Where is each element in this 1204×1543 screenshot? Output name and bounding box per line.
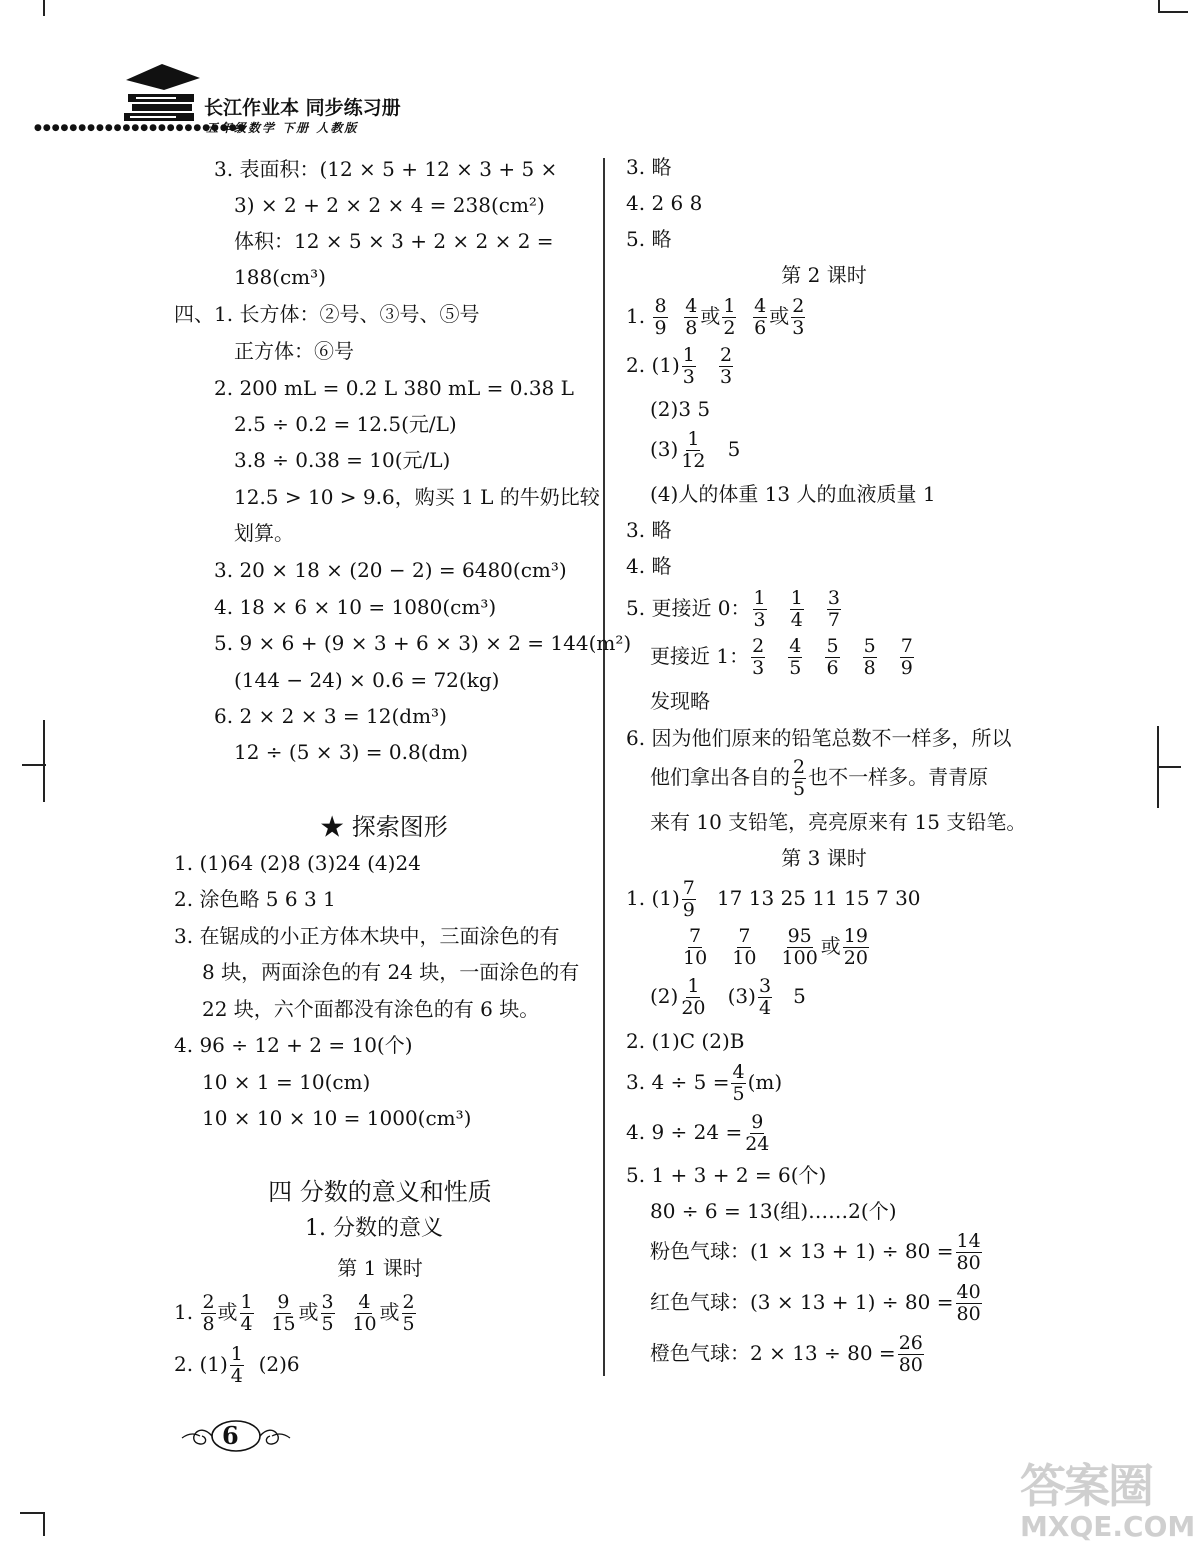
fraction: $\frac{2}{5}$ <box>793 756 806 800</box>
right-r5: 5. 略 <box>626 227 672 251</box>
watermark <box>1020 1450 1195 1543</box>
left-s4-q2c: 3.8 ÷ 0.38 = 10(元/L) <box>234 448 451 472</box>
section-title: 1. 分数的意义 <box>305 1216 443 1241</box>
left-s4-q3: 3. 20 × 18 × (20 − 2) = 6480(cm³) <box>214 558 567 582</box>
left-s4-q2b: 2.5 ÷ 0.2 = 12.5(元/L) <box>234 412 457 436</box>
left-q3-surface-b: 3) × 2 + 2 × 2 × 4 = 238(cm²) <box>234 193 545 217</box>
fraction: $\frac{2}{3}$ <box>752 635 765 679</box>
fraction: $\frac{7}{9}$ <box>900 635 913 679</box>
left-s4-q5a: 5. 9 × 6 + (9 × 3 + 6 × 3) × 2 = 144(m²) <box>214 631 632 655</box>
lesson-1-title: 第 1 课时 <box>337 1256 423 1280</box>
crop-mark-mr-h <box>1157 766 1181 768</box>
fraction: $\frac{1}{3}$ <box>753 587 766 631</box>
fraction: $\frac{9}{15}$ <box>271 1291 296 1335</box>
column-divider <box>603 158 605 1376</box>
explore-q1: 1. (1)64 (2)8 (3)24 (4)24 <box>174 851 421 875</box>
crop-mark-ml-h <box>22 764 46 766</box>
left-s4-q6b: 12 ÷ (5 × 3) = 0.8(dm) <box>234 740 469 764</box>
lesson2-q1: 1. $\frac{8}{9}$ $\frac{4}{8}$ 或 $\frac{1}{2}$ $\frac{4}{6}$ 或 $\frac{2}{3}$ <box>626 295 805 339</box>
explore-q4c: 10 × 10 × 10 = 1000(cm³) <box>202 1106 472 1130</box>
fraction: $\frac{4}{8}$ <box>685 295 698 339</box>
left-q3-surface: 3. 表面积：(12 × 5 + 12 × 3 + 5 × <box>214 157 558 181</box>
fraction: $\frac{26}{80}$ <box>898 1332 923 1376</box>
fraction: $\frac{4}{10}$ <box>352 1291 377 1335</box>
left-s4-q1a: 四、1. 长方体：②号、③号、⑤号 <box>174 302 480 326</box>
fraction: $\frac{5}{6}$ <box>826 635 839 679</box>
lesson3-q1b: $\frac{7}{10}$ $\frac{7}{10}$ $\frac{95}{100}$ 或 $\frac{19}{20}$ <box>683 925 868 969</box>
lesson2-q6a: 6. 因为他们原来的铅笔总数不一样多，所以 <box>626 726 1012 750</box>
fraction: $\frac{8}{9}$ <box>654 295 667 339</box>
lesson3-q5c: 粉色气球：(1 × 13 + 1) ÷ 80 = $\frac{14}{80}$ <box>650 1230 981 1274</box>
left-q3-volume: 体积：12 × 5 × 3 + 2 × 2 × 2 = <box>234 229 554 253</box>
fraction: $\frac{4}{5}$ <box>789 635 802 679</box>
lesson2-q2a: 2. (1) $\frac{1}{3}$ $\frac{2}{3}$ <box>626 344 733 388</box>
fraction: $\frac{7}{9}$ <box>682 877 695 921</box>
lesson1-q1 <box>174 1292 418 1335</box>
lesson-2-title: 第 2 课时 <box>781 263 867 287</box>
fraction: $\frac{7}{10}$ <box>683 925 708 969</box>
or-text: 或 <box>379 1300 400 1324</box>
crop-mark-bl <box>43 1512 45 1536</box>
fraction: $\frac{1}{4}$ <box>230 1343 243 1387</box>
lesson2-q5c: 发现略 <box>650 689 710 713</box>
unit-title: 四 分数的意义和性质 <box>268 1178 492 1206</box>
fraction: $\frac{4}{6}$ <box>754 295 767 339</box>
lesson-3-title: 第 3 课时 <box>781 846 867 870</box>
fraction: $\frac{2}{5}$ <box>402 1291 415 1335</box>
header-subtitle: 五年级数学 下册 人教版 <box>206 121 359 135</box>
left-s4-q2e: 划算。 <box>234 521 294 545</box>
lesson1-q2: 2. (1) $\frac{1}{4}$ (2)6 <box>174 1343 300 1387</box>
fraction: $\frac{40}{80}$ <box>956 1281 981 1325</box>
fraction: $\frac{7}{10}$ <box>732 925 757 969</box>
page-number: 6 <box>222 1421 239 1450</box>
explore-q3c: 22 块，六个面都没有涂色的有 6 块。 <box>202 997 540 1021</box>
lesson2-q6c: 来有 10 支铅笔，亮亮原来有 15 支铅笔。 <box>650 810 1027 834</box>
lesson3-q5d: 红色气球：(3 × 13 + 1) ÷ 80 = $\frac{40}{80}$ <box>650 1281 981 1325</box>
left-s4-q2d: 12.5 > 10 > 9.6，购买 1 L 的牛奶比较 <box>234 485 600 509</box>
or-text: 或 <box>217 1300 238 1324</box>
q-number: 1. <box>174 1300 194 1324</box>
right-r4: 4. 2 6 8 <box>626 191 703 215</box>
lesson2-q6b: 他们拿出各自的 $\frac{2}{5}$ 也不一样多。青青原 <box>650 756 989 800</box>
left-q3-volume-b: 188(cm³) <box>234 265 326 289</box>
fraction: $\frac{14}{80}$ <box>956 1230 981 1274</box>
fraction: $\frac{1}{4}$ <box>240 1291 253 1335</box>
lesson3-q2: 2. (1)C (2)B <box>626 1029 745 1053</box>
fraction: $\frac{19}{20}$ <box>843 925 868 969</box>
fraction: $\frac{1}{4}$ <box>790 587 803 631</box>
lesson3-q1c: (2) $\frac{1}{20}$ (3) $\frac{3}{4}$ 5 <box>650 975 806 1019</box>
lesson2-q2b: (2)3 5 <box>650 397 711 421</box>
fraction: $\frac{2}{3}$ <box>792 295 805 339</box>
lesson2-q4: 4. 略 <box>626 554 672 578</box>
lesson2-q2d: (4)人的体重 13 人的血液质量 1 <box>650 482 936 506</box>
explore-q4b: 10 × 1 = 10(cm) <box>202 1070 371 1094</box>
lesson3-q5a: 5. 1 + 3 + 2 = 6(个) <box>626 1163 827 1187</box>
lesson3-q5b: 80 ÷ 6 = 13(组)……2(个) <box>650 1199 897 1223</box>
fraction: $\frac{2}{3}$ <box>719 344 733 388</box>
books-logo-icon <box>118 60 204 130</box>
fraction: $\frac{1}{12}$ <box>681 428 706 472</box>
lesson2-q5a: 5. 更接近 0： $\frac{1}{3}$ $\frac{1}{4}$ $\frac{3}{7}$ <box>626 587 840 631</box>
fraction: $\frac{4}{5}$ <box>732 1061 745 1105</box>
left-s4-q1b: 正方体：⑥号 <box>234 339 354 363</box>
crop-mark-tr-h <box>1158 11 1188 13</box>
explore-q3b: 8 块，两面涂色的有 24 块，一面涂色的有 <box>202 960 580 984</box>
fraction: $\frac{1}{3}$ <box>682 344 695 388</box>
fraction: $\frac{1}{2}$ <box>723 295 736 339</box>
fraction: $\frac{95}{100}$ <box>781 925 818 969</box>
lesson3-q3: 3. 4 ÷ 5 = $\frac{4}{5}$ (m) <box>626 1061 783 1105</box>
explore-q3a: 3. 在锯成的小正方体木块中，三面涂色的有 <box>174 924 560 948</box>
left-s4-q2a: 2. 200 mL = 0.2 L 380 mL = 0.38 L <box>214 376 574 400</box>
lesson2-q3: 3. 略 <box>626 518 672 542</box>
fraction: $\frac{3}{5}$ <box>321 1291 334 1335</box>
fraction: $\frac{1}{20}$ <box>681 975 706 1019</box>
watermark-url: MXQE.COM <box>1020 1510 1196 1543</box>
lesson2-q5b: 更接近 1： $\frac{2}{3}$ $\frac{4}{5}$ $\frac{5}{6}$ $\frac{5}{8}$ $\frac{7}{9}$ <box>650 635 913 679</box>
fraction: $\frac{9}{24}$ <box>745 1111 770 1155</box>
left-s4-q6a: 6. 2 × 2 × 3 = 12(dm³) <box>214 704 447 728</box>
lesson2-q2c: (3) $\frac{1}{12}$ 5 <box>650 428 741 472</box>
lesson3-q4: 4. 9 ÷ 24 = $\frac{9}{24}$ <box>626 1111 770 1155</box>
header-dot-rule: ●●●●●●●●●●●●●●●●●●●●●●●● <box>34 123 247 133</box>
crop-mark-ml <box>43 720 45 802</box>
crop-mark-bl-h <box>20 1512 44 1514</box>
fraction: $\frac{3}{7}$ <box>827 587 840 631</box>
header-title: 长江作业本 同步练习册 <box>204 97 401 119</box>
right-r3: 3. 略 <box>626 155 672 179</box>
explore-title: ★ 探索图形 <box>320 813 448 841</box>
left-s4-q4: 4. 18 × 6 × 10 = 1080(cm³) <box>214 595 497 619</box>
or-text: 或 <box>298 1300 319 1324</box>
fraction: $\frac{2}{8}$ <box>202 1291 215 1335</box>
fraction: $\frac{3}{4}$ <box>758 975 772 1019</box>
explore-q4a: 4. 96 ÷ 12 + 2 = 10(个) <box>174 1033 413 1057</box>
lesson3-q1a: 1. (1) $\frac{7}{9}$ 17 13 25 11 15 7 30 <box>626 877 921 921</box>
lesson3-q5e: 橙色气球：2 × 13 ÷ 80 = $\frac{26}{80}$ <box>650 1332 923 1376</box>
explore-q2: 2. 涂色略 5 6 3 1 <box>174 887 336 911</box>
left-s4-q5b: (144 − 24) × 0.6 = 72(kg) <box>234 668 500 692</box>
crop-mark-tl <box>43 0 45 16</box>
fraction: $\frac{5}{8}$ <box>863 635 876 679</box>
watermark-logo-text: 答案圈 <box>1020 1459 1152 1513</box>
